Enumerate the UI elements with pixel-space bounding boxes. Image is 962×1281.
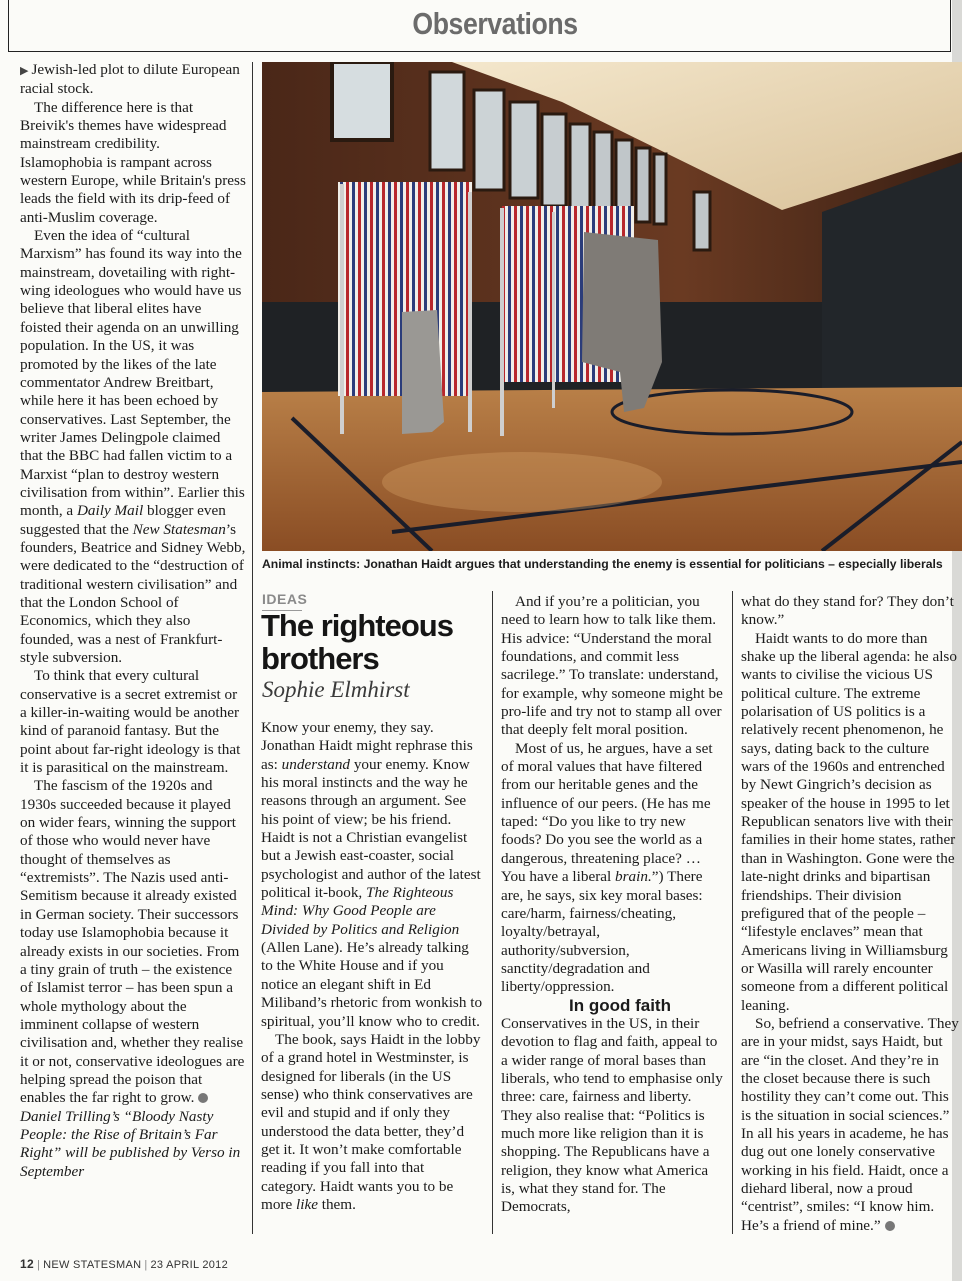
col3-p2-text-b: ”) There are, he says, six key moral bases: care/harm, fairness/cheating, loyalty/betrayal, authority/subversion, sanctity/degradation and liberty/oppression. (501, 868, 703, 996)
col3-paragraph-2 (501, 740, 725, 997)
column-rule-2 (492, 591, 493, 1234)
header-rule-left (8, 0, 9, 52)
subheading: In good faith (569, 995, 671, 1015)
header-rule-right (950, 0, 951, 52)
col1-paragraph-5 (20, 777, 246, 1107)
col1-p3-text-c: ’s founders, Beatrice and Sidney Webb, were dedicated to the “destruction of traditional western civilisation” and that the London School of Economics, which they also founded, was a nest of Frankfurt-style subversion. (20, 520, 246, 666)
column-rule-1 (252, 62, 253, 1234)
col1-p3-italic-daily-mail: Daily Mail (76, 502, 144, 520)
col1-p1-text: Jewish-led plot to dilute European racial stock. (20, 61, 240, 98)
footer-separator: | (144, 1259, 148, 1271)
article-byline: Sophie Elmhirst (262, 677, 410, 702)
col1-p3-text-a: Even the idea of “cultural Marxism” has found its way into the mainstream, dovetailing with right-wing ideologues who would have us believe that liberal elites have foisted their agenda on an unwilling population. In the US, it was promoted by the likes of the late commentator Andrew Breitbart, while here it has been echoed by conservatives. Last September, the writer James Delingpole claimed that the BBC had fallen victim to a Marxist “plan to destroy western civilisation from within”. Earlier this month, a (20, 227, 245, 520)
col4-paragraph-1: what do they stand for? They don’t know.” (741, 593, 954, 629)
photo-caption: Animal instincts: Jonathan Haidt argues that understanding the enemy is essential for politicians – especially liberals (262, 557, 943, 571)
section-title: Observations (412, 6, 578, 41)
col2-p2-italic-like: like (296, 1195, 318, 1213)
col1-paragraph-4: To think that every cultural conservative is a secret extremist or a killer-in-waiting would be another kind of paranoid fantasy. But the point about far-right ideology is that it is parasitical on the mainstream. (20, 667, 241, 777)
col2-p1-text-a: Know your enemy, they say. Jonathan Haidt might rephrase this as: (261, 719, 473, 773)
col2-p1-text-c: (Allen Lane). He’s already talking to the White House and if you notice an elegant shift in Ed Miliband’s rhetoric from wonkish to spiritual, you’ll know who to credit. (261, 939, 483, 1030)
column-2 (261, 719, 483, 1214)
col3-paragraph-3: Conservatives in the US, in their devotion to flag and faith, appeal to a wider range of moral bases than liberals, who tend to emphasise only three: care, fairness and liberty. They also realise that: “Politics is much more like religion than it is shopping. The Republicans have a religion, they know what America is, what they stand for. The Democrats, (501, 1014, 723, 1216)
column-4 (741, 593, 961, 1235)
column-3 (501, 593, 725, 1217)
col2-p1-italic-understand: understand (281, 755, 351, 773)
col2-paragraph-2 (261, 1031, 483, 1214)
col1-paragraph-3 (20, 227, 246, 667)
column-rule-3 (732, 591, 733, 1234)
col3-p2-italic-brain: brain. (615, 868, 652, 886)
col2-p2-text-b: them. (317, 1195, 356, 1213)
voting-booth-illustration (262, 62, 962, 551)
footer-separator: | (36, 1259, 41, 1271)
col1-paragraph-1 (20, 61, 246, 99)
section-kicker: IDEAS (262, 591, 308, 607)
col4-paragraph-2: Haidt wants to do more than shake up the liberal agenda: he also wants to civilise the vicious US political culture. The extreme polarisation of US politics is a relatively recent phenomenon, he says, dating back to the culture wars of the 1960s and entrenched by Newt Gingrich’s decision as speaker of the house in 1995 to let Republican senators live with their families in their home states, rather than in Washington. Gone were the late-night drinks and bipartisan friendships. Their division prefigured that of the people – “lifestyle enclaves” mean that Americans living in Williamsburg or Wasilla will rarely encounter someone from a different political leaning. (741, 629, 957, 1014)
column-1 (20, 61, 246, 1181)
article-headline: The righteous brothers (261, 608, 453, 676)
author-bio-text: Daniel Trilling’s “Bloody Nasty People: the Rise of Britain’s Far Right” will be published by Verso in September (20, 1107, 241, 1180)
col1-p5-text: The fascism of the 1920s and 1930s succeeded because it played on wider fears, winning the support of those who would never have thought of themselves as “extremists”. The Nazis used anti-Semitism because it already existed in German society. Their successors today use Islamophobia because it already exists in our societies. From a tiny grain of truth – the existence of Islamist terror – has been spun a whole mythology about the imminent collapse of western civilisation and, whether they realise it or not, conservative ideologues are helping spread the poison that enables the far right to grow. (20, 777, 245, 1107)
continuation-arrow-icon: ▶ (20, 65, 29, 77)
col4-paragraph-3 (741, 1015, 961, 1235)
article-photo (262, 62, 962, 551)
col3-paragraph-1: And if you’re a politician, you need to learn how to talk like them. His advice: “Understand the moral foundations, and commit less sacrilege.” To translate: understand, for example, why someone might be pro-life and try not to stamp all over that deeply felt moral position. (501, 593, 723, 739)
end-bullet-icon (885, 1221, 895, 1231)
author-bio (20, 1108, 246, 1181)
page-number: 12 (20, 1257, 34, 1271)
issue-date: 23 APRIL 2012 (150, 1259, 229, 1271)
publication-name: NEW STATESMAN (43, 1259, 142, 1271)
col2-p1-italic-book-title: The Righteous Mind: Why Good People are Divided by Politics and Religion (261, 884, 460, 938)
col1-p3-text-b: blogger even suggested that the (20, 502, 226, 538)
col1-paragraph-2: The difference here is that Breivik's themes have widespread mainstream credibility. Islamophobia is rampant across western Europe, while Britain's press leads the field with its drip-feed of anti-Muslim coverage. (20, 98, 246, 226)
col2-paragraph-1 (261, 719, 483, 1031)
col3-p2-text-a: Most of us, he argues, have a set of moral values that have filtered from our heritable genes and the influence of our peers. (He has me taped: “Do you like to try new foods? Do you see the world as a dangerous, threatening place? … You have a liberal (501, 739, 713, 886)
col2-p1-text-b: your enemy. Know his moral instincts and the way he reasons through an argument. See his point of view; be his friend. Haidt is not a Christian evangelist but a Jewish east-coaster, social psychologist and author of the latest political it-book, (261, 755, 481, 902)
col2-p2-text-a: The book, says Haidt in the lobby of a grand hotel in Westminster, is designed for liberals (in the US sense) who think conservatives are evil and stupid and if only they understood the data better, they’d get it. It won’t make comfortable reading if you fall into that category. Haidt wants you to be more (261, 1030, 481, 1213)
header-rule (8, 51, 951, 52)
end-bullet-icon (198, 1093, 208, 1103)
col1-p3-italic-new-statesman: New Statesman (132, 520, 226, 538)
col4-p3-text: So, befriend a conservative. They are in your midst, says Haidt, but are “in the closet. And they’re in the closet because there is such hostility they can’t come out. This is the situation in social sciences.” In all his years in academe, he has dug out one lonely conservative working in his field. Haidt, once a diehard liberal, now a proud “centrist”, smiles: “I know him. He’s a friend of mine.” (741, 1014, 959, 1234)
page-footer (20, 1257, 228, 1271)
